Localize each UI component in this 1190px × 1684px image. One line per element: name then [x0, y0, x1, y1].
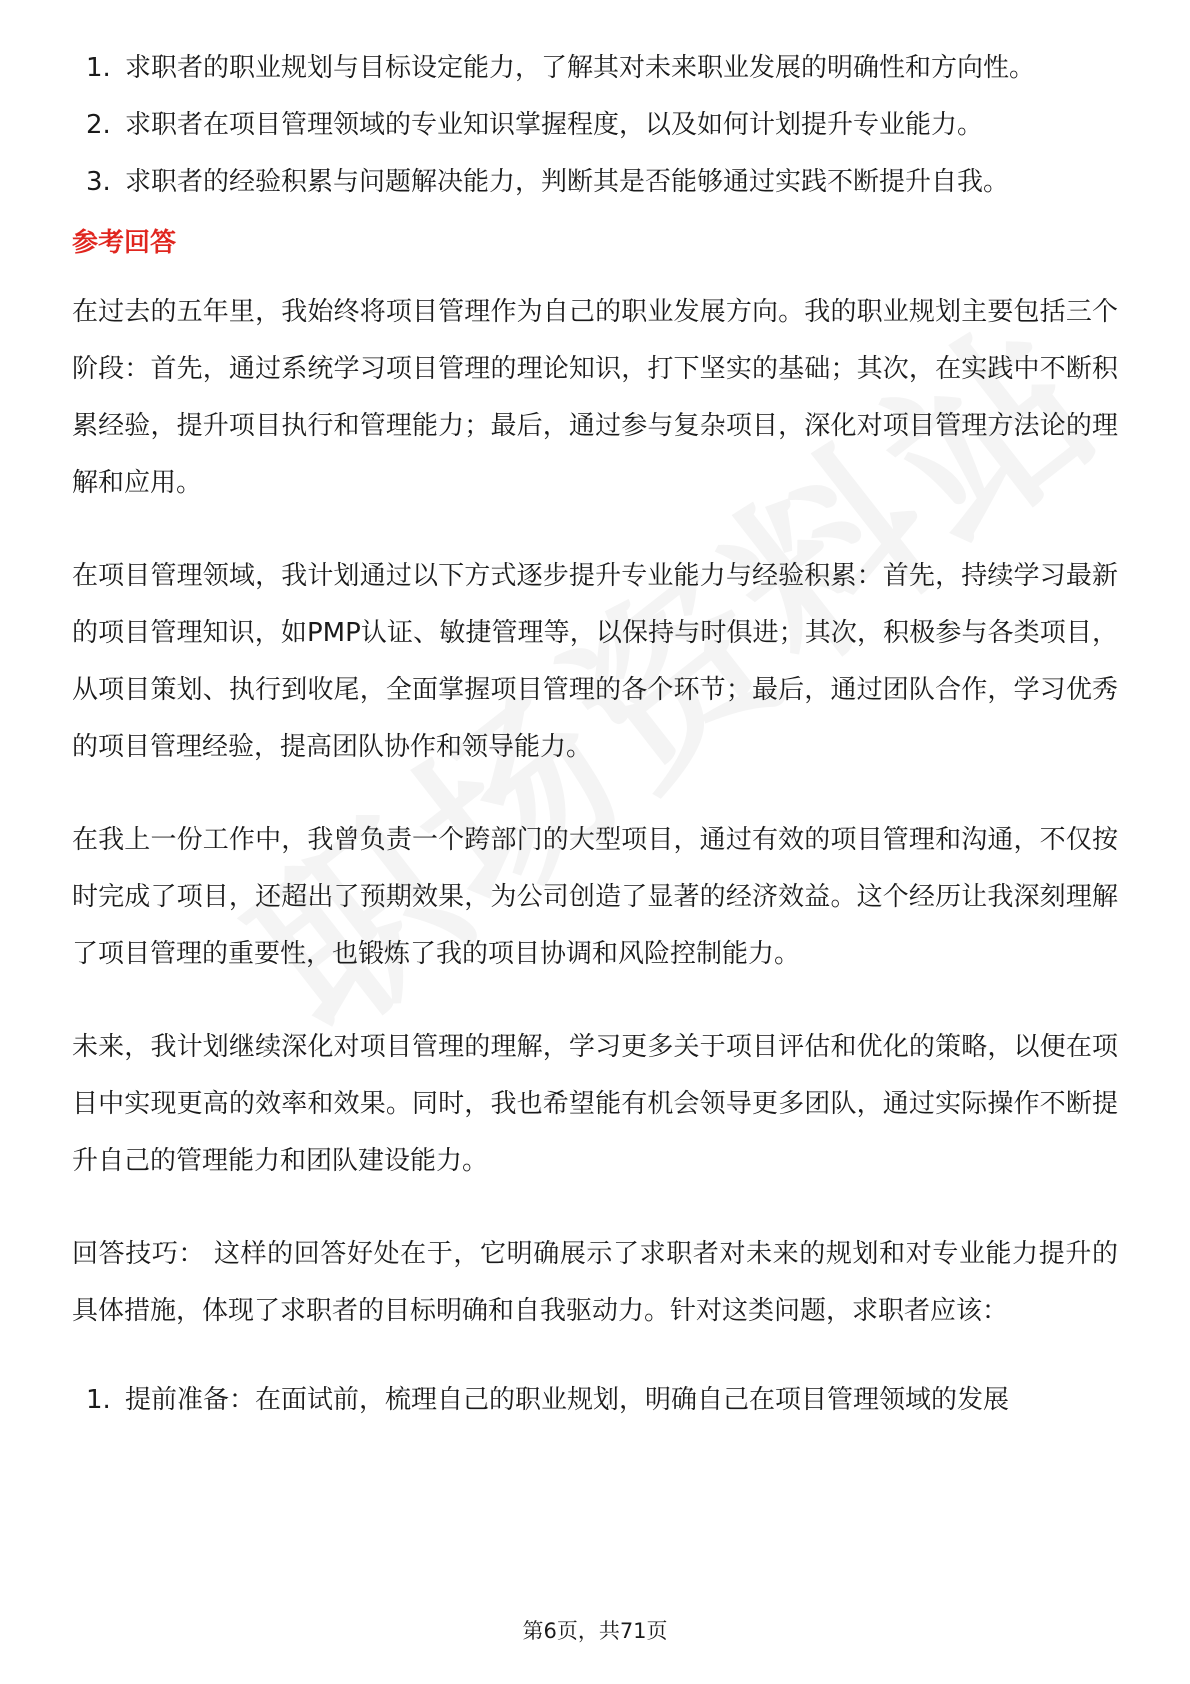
list-item-number: 3. — [86, 167, 111, 197]
list-item — [72, 1372, 1118, 1429]
list-item-text: 求职者在项目管理领域的专业知识掌握程度，以及如何计划提升专业能力。 — [125, 110, 984, 140]
page-footer: 第6页，共71页 — [522, 1619, 668, 1643]
tip-intro: 回答技巧： 这样的回答好处在于，它明确展示了求职者对未来的规划和对专业能力提升的具体措施，体现了求职者的目标明确和自我驱动力。针对这类问题，求职者应该： — [72, 1239, 1118, 1326]
list-item-number: 1. — [86, 1385, 111, 1415]
list-item-text: 求职者的经验积累与问题解决能力，判断其是否能够通过实践不断提升自我。 — [125, 167, 1010, 197]
list-item-number: 2. — [86, 110, 111, 140]
page-content — [72, 40, 1118, 1429]
answer-paragraph: 在我上一份工作中，我曾负责一个跨部门的大型项目，通过有效的项目管理和沟通，不仅按时完成了项目，还超出了预期效果，为公司创造了显著的经济效益。这个经历让我深刻理解了项目管理的重要性，也锻炼了我的项目协调和风险控制能力。 — [72, 825, 1118, 969]
list-item — [72, 154, 1118, 211]
list-item — [72, 40, 1118, 97]
list-item-text: 提前准备：在面试前，梳理自己的职业规划，明确自己在项目管理领域的发展 — [125, 1385, 1010, 1415]
section-title: 参考回答 — [72, 228, 177, 258]
answer-paragraph: 在项目管理领域，我计划通过以下方式逐步提升专业能力与经验积累：首先，持续学习最新的项目管理知识，如PMP认证、敏捷管理等，以保持与时俱进；其次，积极参与各类项目，从项目策划、执行到收尾，全面掌握项目管理的各个环节；最后，通过团队合作，学习优秀的项目管理经验，提高团队协作和领导能力。 — [72, 561, 1118, 762]
tips-list — [72, 1372, 1118, 1429]
answer-paragraph: 未来，我计划继续深化对项目管理的理解，学习更多关于项目评估和优化的策略，以便在项目中实现更高的效率和效果。同时，我也希望能有机会领导更多团队，通过实际操作不断提升自己的管理能力和团队建设能力。 — [72, 1032, 1118, 1176]
list-item — [72, 97, 1118, 154]
question-list — [72, 40, 1118, 211]
list-item-number: 1. — [86, 53, 111, 83]
answer-paragraph: 在过去的五年里，我始终将项目管理作为自己的职业发展方向。我的职业规划主要包括三个阶段：首先，通过系统学习项目管理的理论知识，打下坚实的基础；其次，在实践中不断积累经验，提升项目执行和管理能力；最后，通过参与复杂项目，深化对项目管理方法论的理解和应用。 — [72, 297, 1118, 498]
list-item-text: 求职者的职业规划与目标设定能力，了解其对未来职业发展的明确性和方向性。 — [125, 53, 1036, 83]
